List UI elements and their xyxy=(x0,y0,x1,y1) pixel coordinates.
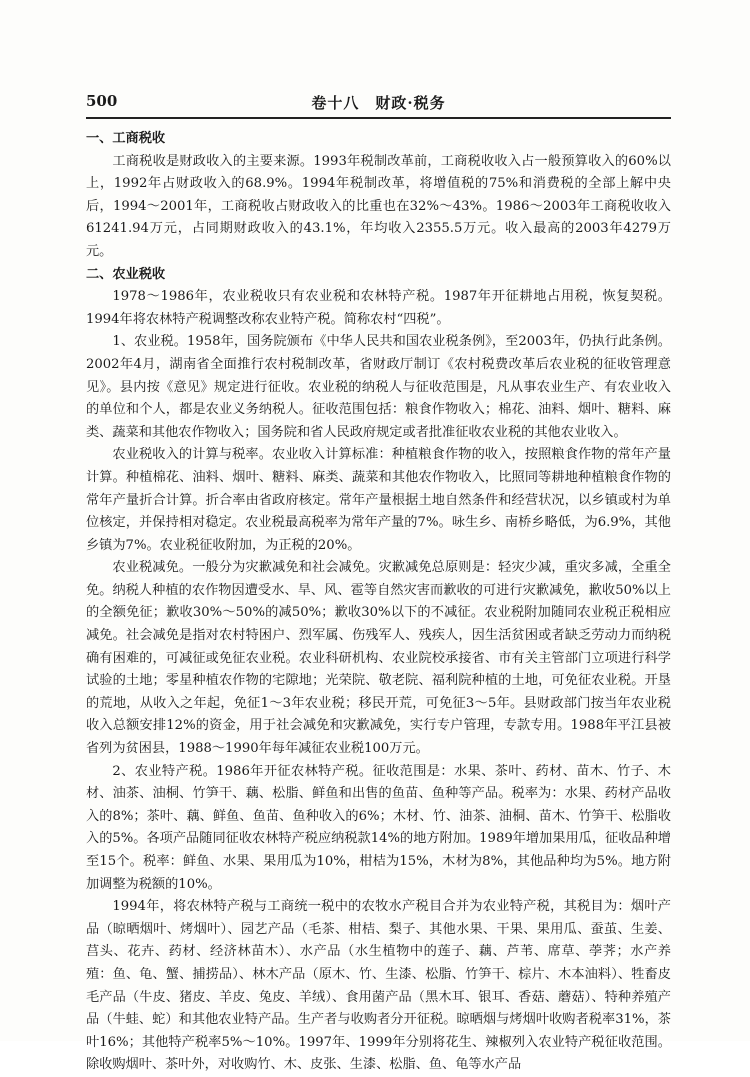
paragraph: 1994年，将农林特产税与工商统一税中的农牧水产税目合并为农业特产税，其税目为：烟叶产品（晾晒烟叶、烤烟叶）、园艺产品（毛茶、柑桔、梨子、其他水果、干果、果用瓜、蚕茧、生姜、莒头、花卉、药材、经济林苗木）、水产品（水生植物中的莲子、藕、芦苇、席草、荸荠；水产养殖：鱼、龟、蟹、捕捞品）、林木产品（原木、竹、生漆、松脂、竹笋干、棕片、木本油料）、牲畜皮毛产品（牛皮、猪皮、羊皮、兔皮、羊绒）、食用菌产品（黑木耳、银耳、香菇、蘑菇）、特种养殖产品（牛蛙、蛇）和其他农业特产品。生产者与收购者分开征税。晾晒烟与烤烟叶收购者税率31%，茶叶16%；其他特产税率5%～10%。1997年、1999年分别将花生、辣椒列入农业特产税征收范围。除收购烟叶、茶叶外，对收购竹、木、皮张、生漆、松脂、鱼、龟等水产品 xyxy=(86,899,671,1073)
running-head: 卷十八 财政·税务 xyxy=(311,94,446,112)
page-body xyxy=(86,128,671,1077)
page-number: 500 xyxy=(86,92,118,110)
paragraph: 农业税减免。一般分为灾歉减免和社会减免。灾歉减免总原则是：轻灾少减，重灾多减，全重全免。纳税人种植的农作物因遭受水、旱、风、雹等自然灾害而歉收的可进行灾歉减免，歉收50%以上的全额免征；歉收30%～50%的减50%；歉收30%以下的不减征。农业税附加随同农业税正税相应减免。社会减免是指对农村特困户、烈军属、伤残军人、残疾人，因生活贫困或者缺乏劳动力而纳税确有困难的，可减征或免征农业税。农业科研机构、农业院校承接省、市有关主管部门立项进行科学试验的土地；零星种植农作物的宅隙地；光荣院、敬老院、福利院种植的土地，可免征农业税。开垦的荒地，从收入之年起，免征1～3年农业税；移民开荒，可免征3～5年。县财政部门按当年农业税收入总额安排12%的资金，用于社会减免和灾歉减免，实行专户管理，专款专用。1988年平江县被省列为贫困县，1988～1990年每年减征农业税100万元。 xyxy=(86,560,671,757)
paragraph: 1978～1986年，农业税收只有农业税和农林特产税。1987年开征耕地占用税，恢复契税。1994年将农林特产税调整改称农业特产税。简称农村“四税”。 xyxy=(86,289,671,327)
paragraph: 1、农业税。1958年，国务院颁布《中华人民共和国农业税条例》，至2003年，仍执行此条例。2002年4月，湖南省全面推行农村税制改革，省财政厅制订《农村税费改革后农业税的征收管理意见》。县内按《意见》规定进行征收。农业税的纳税人与征收范围是，凡从事农业生产、有农业收入的单位和个人，都是农业义务纳税人。征收范围包括：粮食作物收入；棉花、油料、烟叶、糖料、麻类、蔬菜和其他农作物收入；国务院和省人民政府规定或者批准征收农业税的其他农业收入。 xyxy=(86,334,671,440)
section-heading-agricultural-tax: 二、农业税收 xyxy=(86,266,166,282)
section-heading-industrial-commercial-tax: 一、工商税收 xyxy=(86,131,166,146)
page-header xyxy=(86,92,671,116)
header-rule xyxy=(86,117,671,119)
paragraph: 农业税收入的计算与税率。农业收入计算标准：种植粮食作物的收入，按照粮食作物的常年产量计算。种植棉花、油料、烟叶、糖料、麻类、蔬菜和其他农作物收入，比照同等耕地种植粮食作物的常年产量折合计算。折合率由省政府核定。常年产量根据土地自然条件和经营状况，以乡镇或村为单位核定，并保持相对稳定。农业税最高税率为常年产量的7%。咏生乡、南桥乡略低，为6.9%，其他乡镇为7%。农业税征收附加，为正税的20%。 xyxy=(86,447,671,553)
paragraph: 工商税收是财政收入的主要来源。1993年税制改革前，工商税收收入占一般预算收入的60%以上，1992年占财政收入的68.9%。1994年税制改革，将增值税的75%和消费税的全部上解中央后，1994～2001年，工商税收占财政收入的比重也在32%～43%。1986～2003年工商税收收入61241.94万元，占同期财政收入的43.1%，年均收入2355.5万元。收入最高的2003年4279万元。 xyxy=(86,153,671,259)
paragraph: 2、农业特产税。1986年开征农林特产税。征收范围是：水果、茶叶、药材、苗木、竹子、木材、油茶、油桐、竹笋干、藕、松脂、鲜鱼和出售的鱼苗、鱼种等产品。税率为：水果、药材产品收入的8%；茶叶、藕、鲜鱼、鱼苗、鱼种收入的6%；木材、竹、油茶、油桐、苗木、竹笋干、松脂收入的5%。各项产品随同征收农林特产税应纳税款14%的地方附加。1989年增加果用瓜，征收品种增至15个。税率：鲜鱼、水果、果用瓜为10%，柑桔为15%，木材为8%，其他品种均为5%。地方附加调整为税额的10%。 xyxy=(86,763,671,892)
